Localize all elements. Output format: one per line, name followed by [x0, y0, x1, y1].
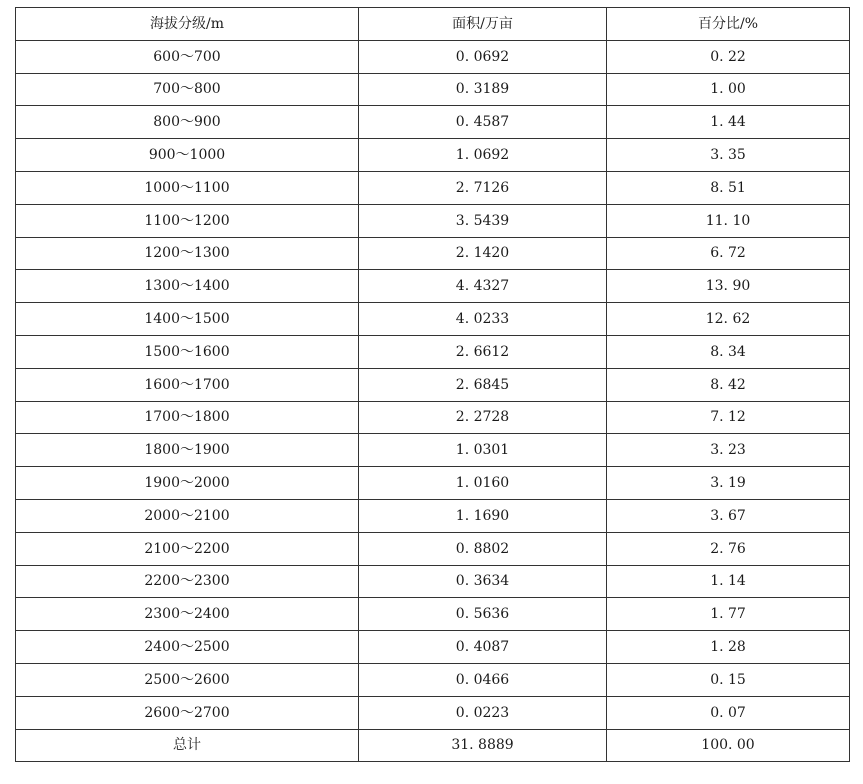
table-row	[16, 467, 850, 500]
table-row	[16, 106, 850, 139]
elevation-range-cell: 1300～1400	[16, 270, 359, 303]
percentage-cell: 1. 28	[607, 631, 850, 664]
table-row	[16, 303, 850, 336]
area-cell: 2. 6845	[359, 368, 607, 401]
table-row	[16, 204, 850, 237]
table-row	[16, 73, 850, 106]
table-row	[16, 663, 850, 696]
percentage-cell: 8. 34	[607, 335, 850, 368]
table-row	[16, 270, 850, 303]
area-cell: 0. 0692	[359, 40, 607, 73]
elevation-range-cell: 600～700	[16, 40, 359, 73]
table-row	[16, 532, 850, 565]
elevation-range-cell: 1500～1600	[16, 335, 359, 368]
area-cell: 1. 0692	[359, 139, 607, 172]
elevation-range-cell: 900～1000	[16, 139, 359, 172]
elevation-area-table	[15, 7, 850, 762]
elevation-range-cell: 1900～2000	[16, 467, 359, 500]
elevation-range-cell: 2000～2100	[16, 499, 359, 532]
percentage-cell: 0. 22	[607, 40, 850, 73]
table-row	[16, 631, 850, 664]
table-row	[16, 237, 850, 270]
table-row	[16, 139, 850, 172]
area-cell: 0. 3634	[359, 565, 607, 598]
elevation-range-cell: 2100～2200	[16, 532, 359, 565]
area-cell: 2. 1420	[359, 237, 607, 270]
total-area: 31. 8889	[359, 729, 607, 762]
area-cell: 0. 5636	[359, 598, 607, 631]
elevation-range-cell: 2200～2300	[16, 565, 359, 598]
percentage-cell: 3. 35	[607, 139, 850, 172]
elevation-area-table-container	[15, 7, 849, 762]
percentage-cell: 3. 19	[607, 467, 850, 500]
table-row	[16, 40, 850, 73]
elevation-range-cell: 1000～1100	[16, 171, 359, 204]
table-row	[16, 368, 850, 401]
table-row	[16, 565, 850, 598]
header-percentage: 百分比/%	[607, 8, 850, 41]
percentage-cell: 12. 62	[607, 303, 850, 336]
elevation-range-cell: 1100～1200	[16, 204, 359, 237]
area-cell: 0. 4587	[359, 106, 607, 139]
percentage-cell: 1. 77	[607, 598, 850, 631]
area-cell: 0. 0223	[359, 696, 607, 729]
table-row	[16, 696, 850, 729]
area-cell: 2. 7126	[359, 171, 607, 204]
percentage-cell: 1. 00	[607, 73, 850, 106]
total-label: 总计	[16, 729, 359, 762]
percentage-cell: 3. 67	[607, 499, 850, 532]
area-cell: 0. 4087	[359, 631, 607, 664]
area-cell: 1. 0160	[359, 467, 607, 500]
area-cell: 0. 3189	[359, 73, 607, 106]
area-cell: 0. 8802	[359, 532, 607, 565]
percentage-cell: 8. 42	[607, 368, 850, 401]
area-cell: 0. 0466	[359, 663, 607, 696]
area-cell: 1. 0301	[359, 434, 607, 467]
percentage-cell: 8. 51	[607, 171, 850, 204]
elevation-range-cell: 700～800	[16, 73, 359, 106]
percentage-cell: 7. 12	[607, 401, 850, 434]
elevation-range-cell: 2500～2600	[16, 663, 359, 696]
total-percentage: 100. 00	[607, 729, 850, 762]
area-cell: 2. 2728	[359, 401, 607, 434]
percentage-cell: 11. 10	[607, 204, 850, 237]
area-cell: 3. 5439	[359, 204, 607, 237]
elevation-range-cell: 1600～1700	[16, 368, 359, 401]
elevation-range-cell: 2400～2500	[16, 631, 359, 664]
area-cell: 2. 6612	[359, 335, 607, 368]
percentage-cell: 0. 15	[607, 663, 850, 696]
percentage-cell: 3. 23	[607, 434, 850, 467]
table-row	[16, 171, 850, 204]
elevation-range-cell: 2300～2400	[16, 598, 359, 631]
percentage-cell: 0. 07	[607, 696, 850, 729]
area-cell: 1. 1690	[359, 499, 607, 532]
table-row	[16, 335, 850, 368]
elevation-range-cell: 800～900	[16, 106, 359, 139]
header-elevation-class: 海拔分级/m	[16, 8, 359, 41]
table-row	[16, 499, 850, 532]
percentage-cell: 6. 72	[607, 237, 850, 270]
header-area: 面积/万亩	[359, 8, 607, 41]
elevation-range-cell: 1700～1800	[16, 401, 359, 434]
percentage-cell: 2. 76	[607, 532, 850, 565]
elevation-range-cell: 1400～1500	[16, 303, 359, 336]
percentage-cell: 13. 90	[607, 270, 850, 303]
table-row	[16, 434, 850, 467]
elevation-range-cell: 2600～2700	[16, 696, 359, 729]
table-total-row	[16, 729, 850, 762]
elevation-range-cell: 1200～1300	[16, 237, 359, 270]
area-cell: 4. 0233	[359, 303, 607, 336]
table-row	[16, 598, 850, 631]
percentage-cell: 1. 44	[607, 106, 850, 139]
percentage-cell: 1. 14	[607, 565, 850, 598]
area-cell: 4. 4327	[359, 270, 607, 303]
table-header-row	[16, 8, 850, 41]
table-row	[16, 401, 850, 434]
elevation-range-cell: 1800～1900	[16, 434, 359, 467]
